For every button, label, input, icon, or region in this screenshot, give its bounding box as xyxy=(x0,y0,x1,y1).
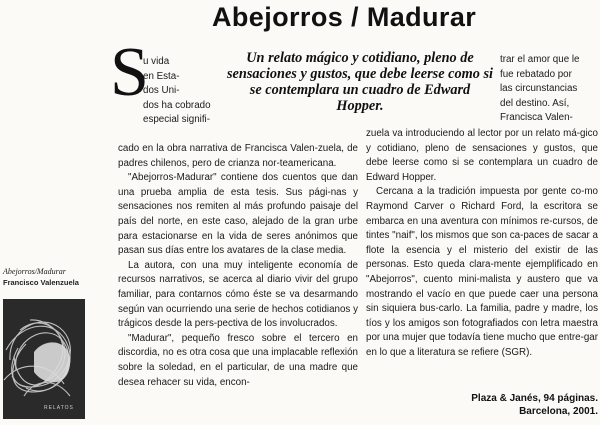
body-paragraph: La autora, con una muy inteligente economía de recursos narrativos, se acerca al diario vivir del grupo familiar, para contarnos cómo éste se va desarmando según van ocurriendo una serie de hechos cotidianos y trágicos desde la pers-pectiva de los involucrados. xyxy=(118,259,358,330)
intro-column xyxy=(143,55,219,128)
lead-side-column xyxy=(500,53,596,126)
place-year-line: Barcelona, 2001. xyxy=(519,406,598,417)
intro-line: dos ha cobrado xyxy=(143,99,211,111)
body-paragraph: cado en la obra narrativa de Francisca Valen-zuela, de padres chilenos, pero de crianza nor-teamericana. xyxy=(118,143,358,169)
body-paragraph: Cercana a la tradición impuesta por gente co-mo Raymond Carver o Richard Ford, la escritora se embarca en una aventura con mínimos re-cursos, de tintes "naif", los mismos que son ca-paces de sacar a flote la esencia y el misterio del existir de las personas. Esto queda clara-mente ejemplificado en "Abejorros", cuento mini-malista y austero que va mostrando el vacío en que puede caer una persona sin siquiera bus-carlo. La familia, padre y madre, los tíos y los amigos son fotografiados con letra maestra por una mujer que todavía tiene mucho que entre-gar en lo que a literatura se refiere (SGR). xyxy=(366,186,599,358)
drop-cap: S xyxy=(110,34,149,111)
body-paragraph: "Abejorros-Madurar" contiene dos cuentos que dan una prueba amplia de esta tesis. Sus pági-nas y sensaciones nos remiten al más profundo paisaje del país del norte, en este caso, alejado de la gran urbe para estacionarse en la vida de seres anónimos que pasan sus días entre los avatares de la clase media. xyxy=(118,172,358,257)
book-cover-author: Francisco Valenzuela xyxy=(3,278,79,287)
side-line: trar el amor que le xyxy=(500,54,580,65)
side-line: Francisca Valen- xyxy=(500,112,573,124)
body-paragraph: "Madurar", pequeño fresco sobre el tercero en discordia, no es otra cosa que una implacable reflexión sobre la soledad, en el particular, de una madre que desea rehacer su vida, encon- xyxy=(118,332,358,388)
book-details xyxy=(380,392,598,418)
side-line: del destino. Así, xyxy=(500,97,570,109)
side-line: las circunstancias xyxy=(500,83,578,95)
intro-line: dos Uni- xyxy=(143,85,180,97)
body-column-left xyxy=(118,142,358,390)
intro-line: especial signifi- xyxy=(143,114,210,126)
cover-scribble-art xyxy=(0,300,82,418)
publisher-line: Plaza & Janés, 94 páginas. xyxy=(471,393,598,404)
intro-line: u vida xyxy=(143,56,170,67)
intro-line: en Esta- xyxy=(143,70,180,82)
lead-paragraph: Un relato mágico y cotidiano, pleno de sensaciones y gustos, que debe leerse como si se contemplara un cuadro de Edward Hopper. xyxy=(226,50,494,114)
book-cover-series: RELATOS xyxy=(44,405,74,411)
book-cover-title: Abejorros/Madurar xyxy=(3,267,66,276)
side-line: fue rebatado por xyxy=(500,68,572,80)
headline: Abejorros / Madurar xyxy=(212,2,477,32)
body-column-right xyxy=(366,127,598,361)
body-paragraph: zuela va introduciendo al lector por un relato má-gico y cotidiano, pleno de sensaciones y gustos, que debe leerse como si se contemplara un cuadro de Edward Hopper. xyxy=(366,128,598,183)
